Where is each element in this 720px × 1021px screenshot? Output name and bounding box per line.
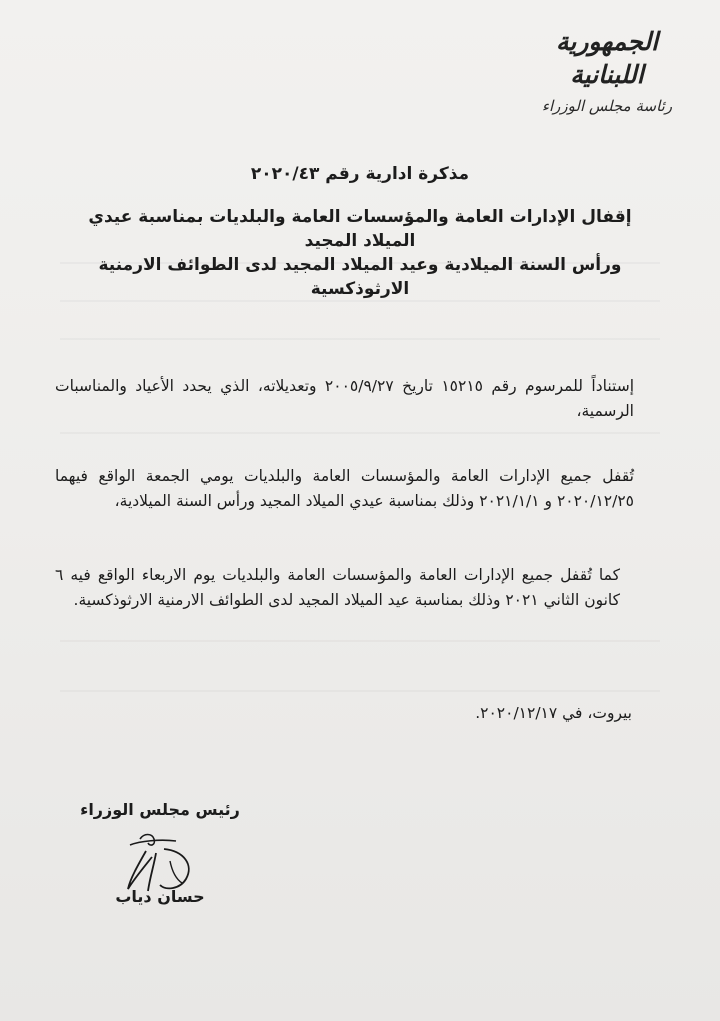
bleed-through-line: [60, 690, 660, 692]
letterhead-republic: الجمهورية اللبنانية: [555, 27, 659, 89]
memo-subject: [60, 205, 660, 301]
signature-block: [50, 800, 270, 906]
signatory-name: حسان دياب: [115, 887, 205, 906]
body-paragraph-1: إستناداً للمرسوم رقم ١٥٢١٥ تاريخ ٢٠٠٥/٩/٢٧ وتعديلاته، الذي يحدد الأعياد والمناسبات الرسمية،: [55, 377, 634, 420]
letterhead-office: رئاسة مجلس الوزراء: [541, 97, 673, 115]
bleed-through-line: [60, 640, 660, 642]
dateline: بيروت، في ٢٠٢٠/١٢/١٧.: [475, 704, 632, 722]
memo-number: مذكرة ادارية رقم ٢٠٢٠/٤٣: [250, 164, 470, 184]
signatory-title: رئيس مجلس الوزراء: [80, 800, 240, 819]
bleed-through-line: [60, 432, 660, 434]
subject-line-1: إقفال الإدارات العامة والمؤسسات العامة والبلديات بمناسبة عيدي الميلاد المجيد: [88, 207, 632, 251]
bleed-through-line: [60, 338, 660, 340]
body-paragraph-3: كما تُقفل جميع الإدارات العامة والمؤسسات العامة والبلديات يوم الاربعاء الواقع فيه ٦ كانون الثاني ٢٠٢١ وذلك بمناسبة عيد الميلاد المجيد لدى الطوائف الارمنية الارثوذكسية.: [55, 566, 620, 609]
subject-line-2: ورأس السنة الميلادية وعيد الميلاد المجيد لدى الطوائف الارمنية الارثوذكسية: [98, 255, 622, 299]
letterhead: [522, 26, 692, 115]
body-paragraph-2: تُقفل جميع الإدارات العامة والمؤسسات العامة والبلديات يومي الجمعة الواقع فيهما ٢٠٢٠/١٢/٢٥ و ٢٠٢١/١/١ وذلك بمناسبة عيدي الميلاد المجيد ورأس السنة الميلادية،: [55, 467, 634, 510]
